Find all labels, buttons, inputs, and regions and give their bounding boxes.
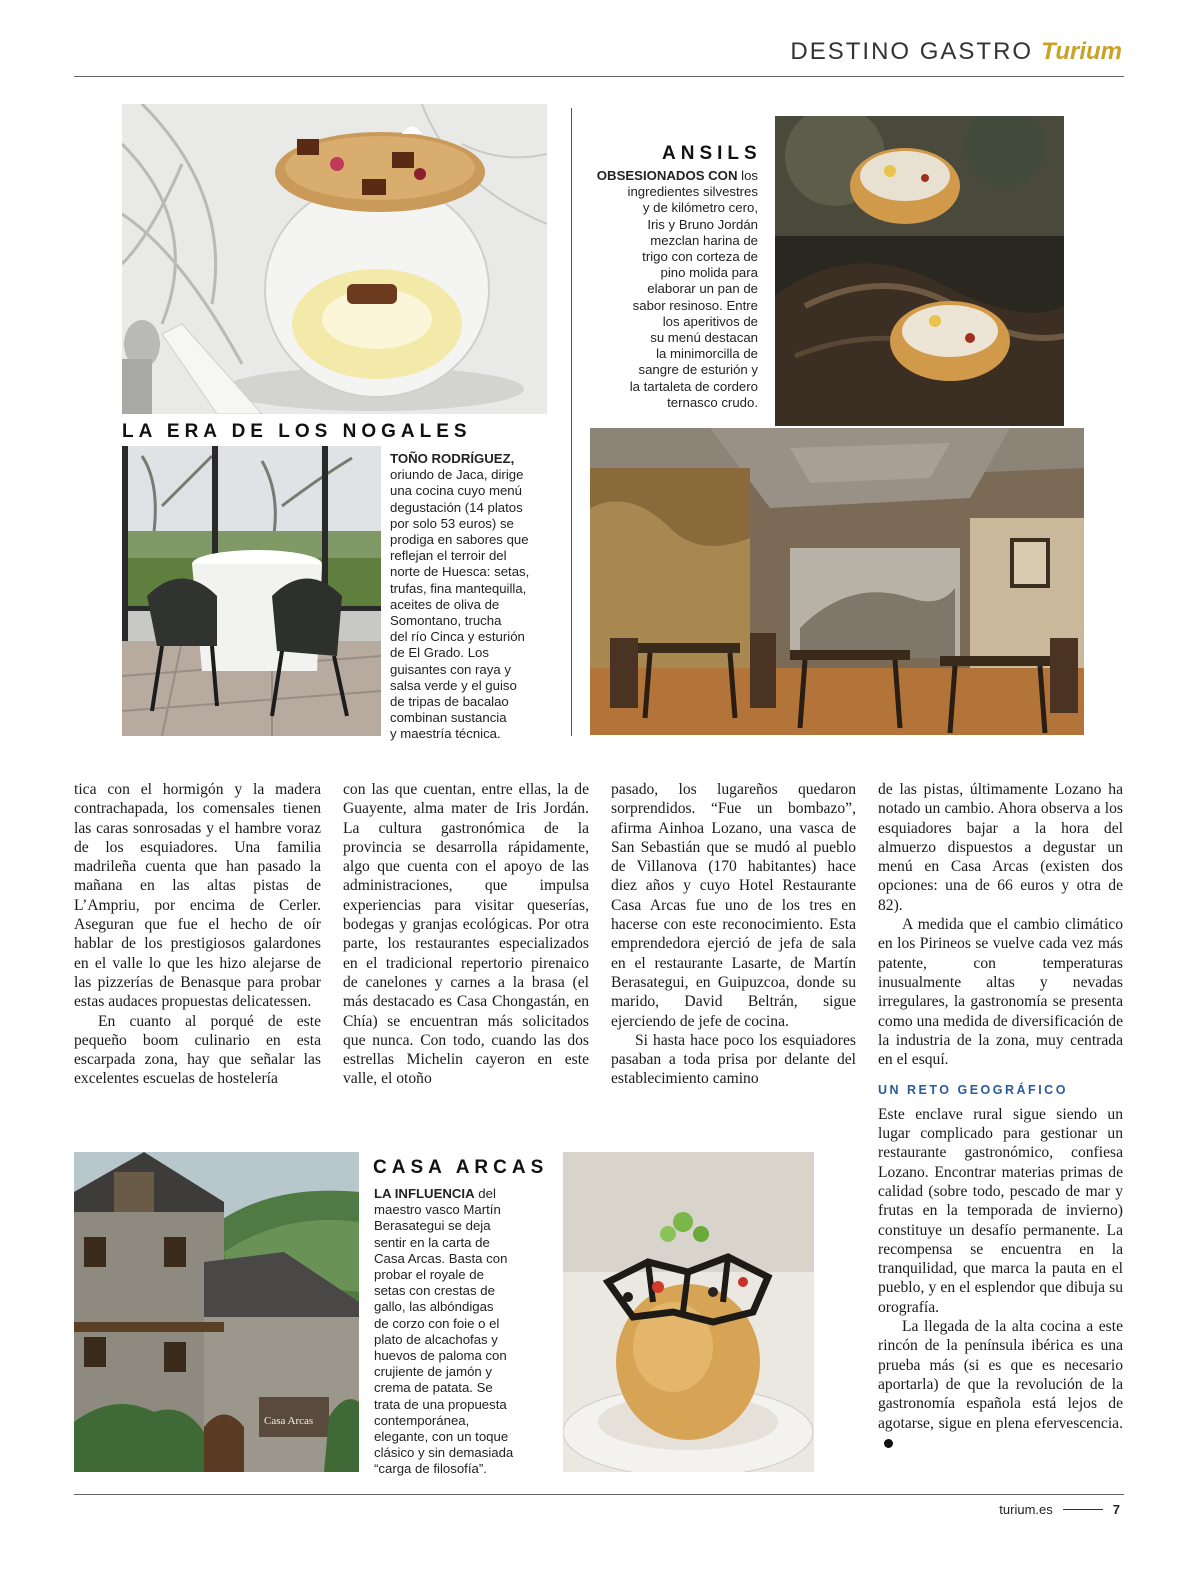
- paragraph: En cuanto al porqué de este pequeño boom culinario en esta escarpada zona, hay que señalar las excelentes escuelas de hostelería: [74, 1012, 321, 1088]
- paragraph: con las que cuentan, entre ellas, la de Guayente, alma mater de Iris Jordán. La cultura gastronómica de la provincia se desarrolla rápidamente, algo que cuenta con el apoyo de las administraciones, que impulsa experiencias para visitar queserías, bodegas y granjas ecológicas. Por otra parte, los restaurantes especializados en el tradicional repertorio pirenaico de canelones y carnes a la brasa (el más destacado es Casa Chongastán, en Chía) se encuentran más solicitados que nunca. Con todo, cuando las dos estrellas Michelin cayeron en este valle, el otoño: [343, 781, 589, 1088]
- section-title-ansils: ANSILS: [662, 143, 762, 164]
- paragraph: La llegada de la alta cocina a este rincón de la península ibérica es una prueba más (si es que es necesario aportarla) de que la revolución de la gastronomía española está lejos de agotarse, sigue en plena efervescencia.: [878, 1317, 1123, 1452]
- article-column-3: [611, 780, 856, 1089]
- subheading: UN RETO GEOGRÁFICO: [878, 1083, 1068, 1098]
- paragraph: A medida que el cambio climático en los Pirineos se vuelve cada vez más patente, con temperaturas inusualmente altas y nevadas irregulares, la gastronomía se presenta como una medida de diversificación de la industria de la zona, muy centrada en el esquí.: [878, 916, 1123, 1069]
- photo-plated-dish: [563, 1152, 814, 1472]
- end-of-article-mark: [884, 1439, 893, 1448]
- footer-divider: [74, 1494, 1124, 1495]
- caption-lead: LA INFLUENCIA: [374, 1186, 475, 1201]
- caption-lead: TOÑO RODRÍGUEZ,: [390, 451, 515, 466]
- caption-era-nogales: TOÑO RODRÍGUEZ, oriundo de Jaca, dirige una cocina cuyo menú degustación (14 platos por solo 53 euros) se prodiga en sabores que reflejan el terroir del norte de Huesca: setas, trufas, fina mantequilla, aceites de oliva de Somontano, trucha del río Cinca y esturión de El Grado. Los guisantes con raya y salsa verde y el guiso de tripas de bacalao combinan sustancia y maestría técnica.: [390, 451, 530, 742]
- caption-casa-arcas: LA INFLUENCIA del maestro vasco Martín Berasategui se deja sentir en la carta de Casa Arcas. Basta con probar el royale de setas con crestas de gallo, las albóndigas de corzo con foie o el plato de alcachofas y huevos de paloma con crujiente de jamón y crema de patata. Se trata de una propuesta contemporánea, elegante, con un toque clásico y sin demasiada “carga de filosofía”.: [374, 1186, 514, 1477]
- article-column-2: [343, 780, 589, 1089]
- site-url: turium.es: [999, 1502, 1053, 1517]
- header-divider: [74, 76, 1124, 77]
- paragraph: de las pistas, últimamente Lozano ha notado un cambio. Ahora observa a los esquiadores bajar a la hora del almuerzo dispuestos a degustar un menú en Casa Arcas (existen dos opciones: una de 66 euros y otra de 82).: [878, 781, 1123, 914]
- photo-dining-window: [122, 446, 381, 736]
- brand-logo: Turium: [1041, 38, 1122, 65]
- footer-dash: [1063, 1509, 1103, 1510]
- caption-lead: OBSESIONADOS CON: [596, 168, 738, 183]
- photo-restaurant-interior: [590, 428, 1084, 735]
- paragraph: pasado, los lugareños quedaron sorprendidos. “Fue un bombazo”, afirma Ainhoa Lozano, una vasca de San Sebastián que se mudó al pueblo de Villanova (170 habitantes) hace diez años y cuyo Hotel Restaurante Casa Arcas fue uno de los tres en hacerse con este reconocimiento. Esta emprendedora ejerció de jefa de sala en el restaurante Lasarte, de Martín Berasategui, en Guipuzcoa, donde su marido, David Beltrán, sigue ejerciendo de jefe de cocina.: [611, 781, 856, 1030]
- paragraph: tica con el hormigón y la madera contrachapada, los comensales tienen las caras sonrosadas y el hambre voraz de los esquiadores. Una familia madrileña cuenta que han pasado la mañana en las altas pistas de L’Ampriu, por encima de Cerler. Aseguran que fue el hecho de oír hablar de los prestigiosos galardones en el valle lo que les hizo alejarse de las pizzerías de Benasque para probar estas audaces propuestas delicatessen.: [74, 781, 321, 1011]
- photo-casa-arcas-building: [74, 1152, 359, 1472]
- page-number: 7: [1112, 1502, 1120, 1517]
- page-footer: [999, 1502, 1120, 1517]
- section-title-casa-arcas: CASA ARCAS: [373, 1157, 549, 1178]
- section-title-era-nogales: LA ERA DE LOS NOGALES: [122, 421, 472, 442]
- article-column-4: [878, 780, 1123, 1452]
- column-divider: [571, 108, 572, 736]
- casa-arcas-sign: Casa Arcas: [264, 1415, 314, 1427]
- paragraph: Si hasta hace poco los esquiadores pasaban a toda prisa por delante del establecimiento camino: [611, 1031, 856, 1088]
- article-column-1: [74, 780, 321, 1089]
- paragraph: Este enclave rural sigue siendo un lugar complicado para gestionar un restaurante gastronómico, confiesa Lozano. Encontrar materias primas de calidad (sobre todo, pescado de mar y frutas en la temporada de invierno) constituye un desafío permanente. La recompensa se encuentra en la tranquilidad, que marca la pauta en el pueblo, y en el esplendor que dibuja su orografía.: [878, 1105, 1123, 1316]
- photo-tartlets: [775, 116, 1064, 426]
- caption-ansils: OBSESIONADOS CON los ingredientes silvestres y de kilómetro cero, Iris y Bruno Jordán mezclan harina de trigo con corteza de pino molida para elaborar un pan de sabor resinoso. Entre los aperitivos de su menú destacan la minimorcilla de sangre de esturión y la tartaleta de cordero ternasco crudo.: [596, 168, 758, 410]
- section-name: DESTINO GASTRO: [790, 38, 1034, 65]
- photo-dessert-glass: [122, 104, 547, 414]
- section-header: [790, 38, 1122, 66]
